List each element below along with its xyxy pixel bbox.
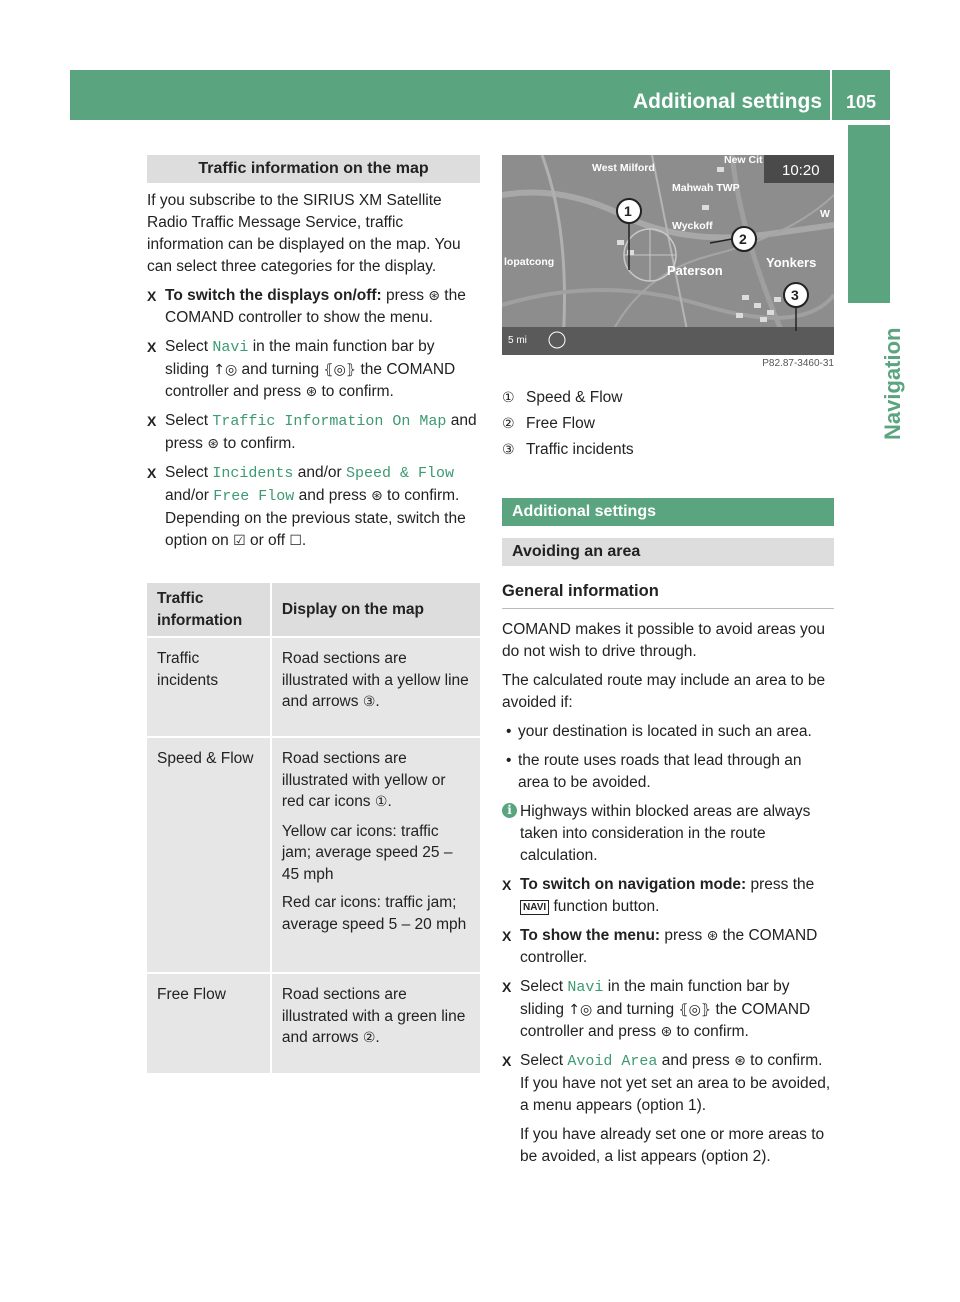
map-place: Yonkers xyxy=(766,255,817,270)
step-switch-displays: X To switch the displays on/off: press ⊛ the COMAND controller to show the menu. xyxy=(147,287,466,326)
table-cell: Traffic incidents xyxy=(147,637,271,737)
header-title: Additional settings xyxy=(633,90,822,113)
traffic-info-table xyxy=(147,583,480,1073)
turn-icon: ⦃◎⦄ xyxy=(678,1002,712,1018)
figure-code: P82.87-3460-31 xyxy=(762,358,834,369)
menu-item-incidents: Incidents xyxy=(212,465,294,482)
step-arrow-icon: X xyxy=(147,288,157,304)
table-header-row xyxy=(147,583,480,637)
map-callout: 3 xyxy=(791,287,799,303)
map-place: Paterson xyxy=(667,263,723,278)
step-select-navi: X Select Navi in the main function bar by sliding ↑◎ and turning ⦃◎⦄ the COMAND controller and press ⊛ to confirm. xyxy=(502,978,811,1040)
section-tab xyxy=(848,125,890,303)
menu-item-avoid-area: Avoid Area xyxy=(567,1053,658,1070)
map-clock: 10:20 xyxy=(782,162,820,179)
left-column xyxy=(147,155,480,552)
step-arrow-icon: X xyxy=(147,413,157,429)
info-icon: i xyxy=(502,803,517,818)
turn-icon: ⦃◎⦄ xyxy=(323,362,357,378)
map-legend xyxy=(502,385,834,463)
map-scale: 5 mi xyxy=(508,335,527,346)
press-icon: ⊛ xyxy=(734,1053,746,1069)
press-icon: ⊛ xyxy=(428,288,440,304)
menu-item-speed-flow: Speed & Flow xyxy=(345,465,454,482)
table-cell: Road sections are illustrated with a yellow line and arrows ③. xyxy=(271,637,480,737)
info-note: i Highways within blocked areas are always taken into consideration in the route calculation. xyxy=(502,801,834,867)
map-callout: 1 xyxy=(624,203,632,219)
table-row xyxy=(147,737,480,973)
heading-general-info: General information xyxy=(502,580,834,609)
section-title: Traffic information on the map xyxy=(147,155,480,183)
map-place: West Milford xyxy=(592,162,655,174)
step-select-avoid-area: X Select Avoid Area and press ⊛ to confirm. If you have not yet set an area to be avoided, a menu appears (option 1). If you have already set one or more areas to be avoided, a list appears (option 2). xyxy=(502,1052,831,1165)
step-show-menu: X To show the menu: press ⊛ the COMAND controller. xyxy=(502,927,818,966)
map-place: W xyxy=(820,208,830,220)
checkbox-empty-icon: ☐ xyxy=(289,533,302,549)
legend-item: ③ Traffic incidents xyxy=(502,441,634,458)
map-place: New Cit xyxy=(724,155,763,166)
table-cell: Speed & Flow xyxy=(147,737,271,973)
table-header: Traffic information xyxy=(147,583,271,637)
page-header xyxy=(70,70,890,120)
press-icon: ⊛ xyxy=(207,436,219,452)
menu-item-navi: Navi xyxy=(567,979,604,996)
map-place: Wyckoff xyxy=(672,220,713,232)
map-place: Mahwah TWP xyxy=(672,182,740,194)
table-cell: Road sections are illustrated with yellow or red car icons ①. Yellow car icons: traffic jam; average speed 25 – 45 mph Red car icons: traffic jam; average speed 5 – 20 mph xyxy=(271,737,480,973)
paragraph: COMAND makes it possible to avoid areas you do not wish to drive through. xyxy=(502,621,826,660)
step-arrow-icon: X xyxy=(147,339,157,355)
list-item: • your destination is located in such an area. xyxy=(506,723,812,740)
press-icon: ⊛ xyxy=(305,384,318,400)
map-place: lopatcong xyxy=(504,256,555,268)
table-row xyxy=(147,637,480,737)
table-cell: Road sections are illustrated with a green line and arrows ②. xyxy=(271,973,480,1073)
table-row xyxy=(147,973,480,1073)
paragraph: The calculated route may include an area to be avoided if: xyxy=(502,672,826,711)
table-cell: Free Flow xyxy=(147,973,271,1073)
list-item: • the route uses roads that lead through an area to be avoided. xyxy=(506,752,802,791)
traffic-map-image xyxy=(502,155,834,355)
section-title: Additional settings xyxy=(502,498,834,526)
step-select-traffic-info: X Select Traffic Information On Map and press ⊛ to confirm. xyxy=(147,412,477,452)
step-arrow-icon: X xyxy=(502,928,512,944)
legend-item: ② Free Flow xyxy=(502,415,595,432)
page-number: 105 xyxy=(845,92,877,112)
press-icon: ⊛ xyxy=(660,1024,673,1040)
section-label: Navigation xyxy=(880,327,905,440)
menu-item-traffic-info: Traffic Information On Map xyxy=(212,413,447,430)
map-drawing xyxy=(502,155,834,355)
checkbox-checked-icon: ☑ xyxy=(233,533,246,549)
step-navigation-mode: X To switch on navigation mode: press the NAVI function button. xyxy=(502,876,815,915)
step-arrow-icon: X xyxy=(502,979,512,995)
navi-button-icon: NAVI xyxy=(520,900,549,915)
menu-item-navi: Navi xyxy=(212,339,249,356)
intro-paragraph: If you subscribe to the SIRIUS XM Satellite Radio Traffic Message Service, traffic information can be displayed on the map. You can select three categories for the display. xyxy=(147,192,461,275)
right-column xyxy=(502,498,834,1168)
step-arrow-icon: X xyxy=(502,1053,512,1069)
menu-item-free-flow: Free Flow xyxy=(213,488,295,505)
subsection-title: Avoiding an area xyxy=(502,538,834,566)
map-callout: 2 xyxy=(739,231,747,247)
press-icon: ⊛ xyxy=(706,928,719,944)
step-select-categories: X Select Incidents and/or Speed & Flow and/or Free Flow and press ⊛ to confirm. Depending on the previous state, switch the option on ☑ or off ☐. xyxy=(147,464,466,549)
legend-item: ① Speed & Flow xyxy=(502,389,623,406)
press-icon: ⊛ xyxy=(370,488,383,504)
table-header: Display on the map xyxy=(271,583,480,637)
step-select-navi: X Select Navi in the main function bar by sliding ↑◎ and turning ⦃◎⦄ the COMAND controller and press ⊛ to confirm. xyxy=(147,338,456,400)
slide-icon: ↑◎ xyxy=(213,362,238,378)
slide-icon: ↑◎ xyxy=(568,1002,593,1018)
step-arrow-icon: X xyxy=(147,465,157,481)
step-arrow-icon: X xyxy=(502,877,512,893)
